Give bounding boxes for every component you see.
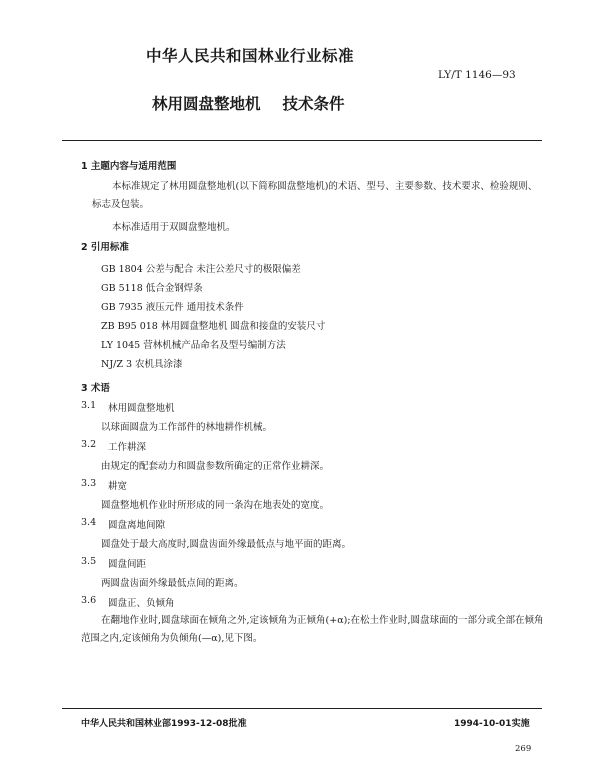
term-definition: 圆盘处于最大高度时,圆盘齿面外缘最低点与地平面的距离。 xyxy=(101,539,352,550)
term-definition: 两圆盘齿面外缘最低点间的距离。 xyxy=(101,578,244,589)
term-number: 3.3 xyxy=(81,478,97,489)
section-1-para-1: 本标准规定了林用圆盘整地机(以下简称圆盘整地机)的术语、型号、主要参数、技术要求、检验规则、标志及包装。 xyxy=(92,181,538,210)
term-number: 3.4 xyxy=(81,517,97,528)
term-definition: 在翻地作业时,圆盘球面在倾角之外,定该倾角为正倾角(+α);在松土作业时,圆盘球面的一部分或全部在倾角范围之内,定该倾角为负倾角(—α),见下图。 xyxy=(81,615,544,644)
section-1-para-2: 本标准适用于双圆盘整地机。 xyxy=(112,222,236,233)
term-number: 3.6 xyxy=(81,595,97,606)
term-number: 3.1 xyxy=(81,400,97,411)
standard-code: LY/T 1146—93 xyxy=(438,69,516,81)
reference-item: GB 1804 公差与配合 未注公差尺寸的极限偏差 xyxy=(101,264,301,275)
reference-item: GB 5118 低合金钢焊条 xyxy=(101,283,203,294)
effective-date: 1994-10-01实施 xyxy=(454,719,530,729)
reference-item: NJ/Z 3 农机具涂漆 xyxy=(101,359,183,370)
title-main: 林用圆盘整地机 xyxy=(152,95,261,113)
term-name: 圆盘间距 xyxy=(108,559,147,570)
header-rule xyxy=(62,140,542,141)
term-number: 3.5 xyxy=(81,556,97,567)
term-name: 耕宽 xyxy=(108,481,128,492)
page-number: 269 xyxy=(515,744,532,754)
approval-info: 中华人民共和国林业部1993-12-08批准 xyxy=(81,719,247,729)
section-3-heading: 3 术语 xyxy=(81,383,110,394)
section-1-heading: 1 主题内容与适用范围 xyxy=(81,161,177,172)
footer-rule xyxy=(62,708,542,709)
term-number: 3.2 xyxy=(81,439,97,450)
section-2-heading: 2 引用标准 xyxy=(81,242,129,253)
standard-category: 中华人民共和国林业行业标准 xyxy=(146,47,355,65)
term-name: 圆盘离地间隙 xyxy=(108,520,166,531)
title-suffix: 技术条件 xyxy=(282,95,345,113)
term-name: 圆盘正、负倾角 xyxy=(108,598,175,609)
term-definition: 由规定的配套动力和圆盘参数所确定的正常作业耕深。 xyxy=(101,461,330,472)
document-title xyxy=(152,92,345,114)
reference-item: ZB B95 018 林用圆盘整地机 圆盘和接盘的安装尺寸 xyxy=(101,321,326,332)
term-definition: 以球面圆盘为工作部件的林地耕作机械。 xyxy=(101,422,273,433)
term-name: 工作耕深 xyxy=(108,442,147,453)
reference-item: GB 7935 液压元件 通用技术条件 xyxy=(101,302,244,313)
term-definition: 圆盘整地机作业时所形成的同一条沟在地表处的宽度。 xyxy=(101,500,330,511)
term-name: 林用圆盘整地机 xyxy=(108,403,175,414)
reference-item: LY 1045 营林机械产品命名及型号编制方法 xyxy=(101,340,286,351)
